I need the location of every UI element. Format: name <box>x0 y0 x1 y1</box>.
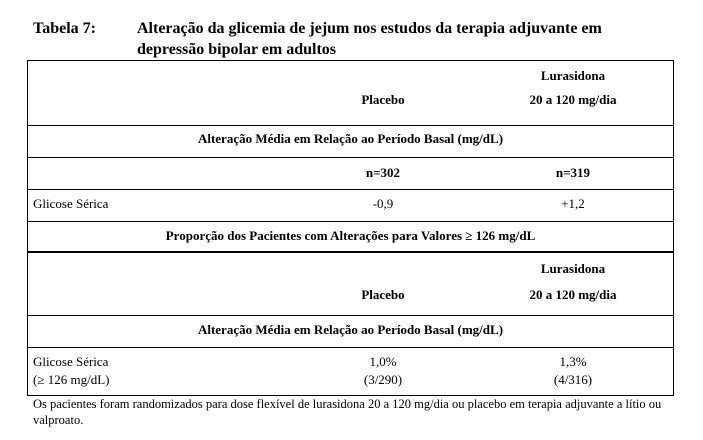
value-placebo-percent: 1,0% <box>369 354 397 369</box>
row-divider <box>28 157 673 158</box>
caption-title-line1: Alteração da glicemia de jejum nos estudos da terapia adjuvante em <box>137 20 602 37</box>
row-divider <box>28 315 673 316</box>
caption-title <box>137 18 677 60</box>
row-label-glicose: Glicose Sérica <box>33 196 109 211</box>
caption-label: Tabela 7: <box>33 20 96 37</box>
row-divider <box>28 221 673 222</box>
header-placebo: Placebo <box>361 92 405 107</box>
glucose-table-2 <box>27 252 674 396</box>
value-placebo-count: (3/290) <box>363 372 403 387</box>
value-lurasidona-percent: 1,3% <box>559 354 587 369</box>
header-placebo: Placebo <box>361 287 405 302</box>
header-lurasidona: Lurasidona <box>540 261 606 276</box>
proportion-title: Proporção dos Pacientes com Alterações para Valores ≥ 126 mg/dL <box>165 228 536 243</box>
header-dose: 20 a 120 mg/dia <box>529 92 617 107</box>
section-title: Alteração Média em Relação ao Período Basal (mg/dL) <box>197 131 504 146</box>
row-divider <box>28 125 673 126</box>
row-divider <box>28 347 673 348</box>
value-lurasidona: +1,2 <box>561 196 585 211</box>
glucose-table-1 <box>27 60 674 252</box>
n-placebo: n=302 <box>365 165 401 180</box>
caption-title-line2: depressão bipolar em adultos <box>137 41 336 58</box>
value-lurasidona-count: (4/316) <box>553 372 593 387</box>
n-lurasidona: n=319 <box>555 165 591 180</box>
header-lurasidona: Lurasidona <box>540 68 606 83</box>
section-title: Alteração Média em Relação ao Período Basal (mg/dL) <box>197 322 504 337</box>
row-label-threshold: (≥ 126 mg/dL) <box>33 372 110 387</box>
footnote: Os pacientes foram randomizados para dose flexível de lurasidona 20 a 120 mg/dia ou placebo em terapia adjuvante a lítio ou valproato. <box>33 397 662 427</box>
value-placebo: -0,9 <box>372 196 394 211</box>
header-dose: 20 a 120 mg/dia <box>529 287 617 302</box>
row-divider <box>28 189 673 190</box>
row-label-glicose: Glicose Sérica <box>33 354 109 369</box>
